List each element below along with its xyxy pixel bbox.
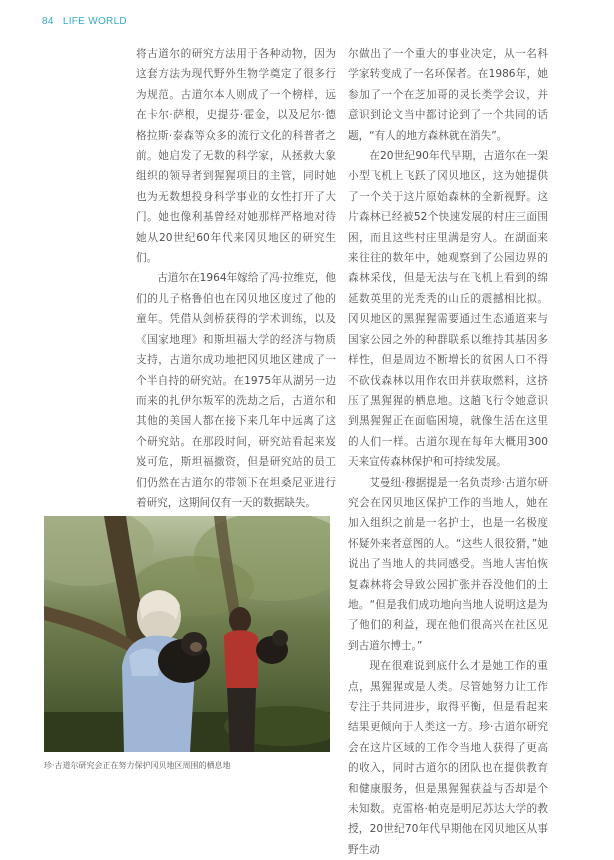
paragraph: 古道尔在1964年嫁给了冯·拉维克，他们的儿子格鲁伯也在冈贝地区度过了他的童年。凭借从剑桥获得的学术训练，以及《国家地理》和斯坦福大学的经济与物质支持，古道尔成功地把冈贝地区建成了一个半自持的研究站。在1975年从湖另一边而来的扎伊尔叛军的洗劫之后，古道尔和其他的美国人都在接下来几年中远离了这个研究站。在那段时间，研究站看起来岌岌可危，斯坦福撤资，但是研究站的员工们仍然在古道尔的带领下在坦桑尼亚进行着研究，这期间仅有一天的数据缺失。 (136, 272, 336, 509)
paragraph: 尔做出了一个重大的事业决定，从一名科学家转变成了一名环保者。在1986年，她参加了一个在芝加哥的灵长类学会议，并意识到论文当中都讨论到了一个共同的话题，“有人的地方森林就在消失”。 (348, 48, 548, 142)
photo-caption: 珍·古道尔研究会正在努力保护冈贝地区周围的栖息地 (44, 761, 231, 770)
paragraph: 现在很难说到底什么才是她工作的重点，黑猩猩或是人类。尽管她努力让工作专注于共同进步，取得平衡，但是看起来结果更倾向于人类这一方。珍·古道尔研究会在这片区域的工作令当地人获得了更高的收入，同时古道尔的团队也在提供教育和健康服务，但是黑猩猩获益与否却是个未知数。克雷格·帕克是明尼苏达大学的教授，20世纪70年代早期他在冈贝地区从事野生动 (348, 660, 548, 856)
page-header (42, 16, 127, 27)
page-number: 84 (42, 16, 54, 27)
magazine-title: LIFE WORLD (62, 16, 127, 27)
paragraph: 艾曼纽·穆据提是一名负责珍·古道尔研究会在冈贝地区保护工作的当地人，她在加入组织之前是一名护士，也是一名极度怀疑外来者意图的人。“这些人很狡猾，”她说出了当地人的共同感受。当地人害怕恢复森林将会导致公园扩张并吞没他们的土地。“但是我们成功地向当地人说明这是为了他们的利益，现在他们很高兴在社区见到古道尔博士。” (348, 476, 548, 652)
forest-chimpanzee-photo (44, 516, 330, 752)
left-text-column (136, 44, 336, 534)
right-text-column (348, 44, 548, 860)
paragraph: 在20世纪90年代早期，古道尔在一架小型飞机上飞跃了冈贝地区，这为她提供了一个关于这片原始森林的全新视野。这片森林已经被52个快速发展的村庄三面围困，而且这些村庄里满是穷人。在湖面来来往往的数年中，她观察到了公园边界的森林采伐，但是无法与在飞机上看到的绵延数英里的光秃秃的山丘的震撼相比拟。冈贝地区的黑猩猩需要通过生态通道来与国家公园之外的种群联系以维持其基因多样性，但是周边不断增长的贫困人口不得不砍伐森林以用作农田并获取燃料，这挤压了黑猩猩的栖息地。这趟飞行令她意识到黑猩猩正在面临困境，就像生活在这里的人们一样。古道尔现在每年大概用300天来宣传森林保护和可持续发展。 (348, 150, 548, 469)
paragraph: 将古道尔的研究方法用于各种动物，因为这套方法为现代野外生物学奠定了很多行为规范。古道尔本人则成了一个榜样，远在卡尔·萨根，史提芬·霍金，以及尼尔·德格拉斯·泰森等众多的流行文化的科普者之前。她启发了无数的科学家，从拯救大象组织的领导者到猩猩项目的主管，同时她也为无数想投身科学事业的女性打开了大门。她也像利基曾经对她那样严格地对待她从20世纪60年代来冈贝地区的研究生们。 (136, 48, 336, 265)
